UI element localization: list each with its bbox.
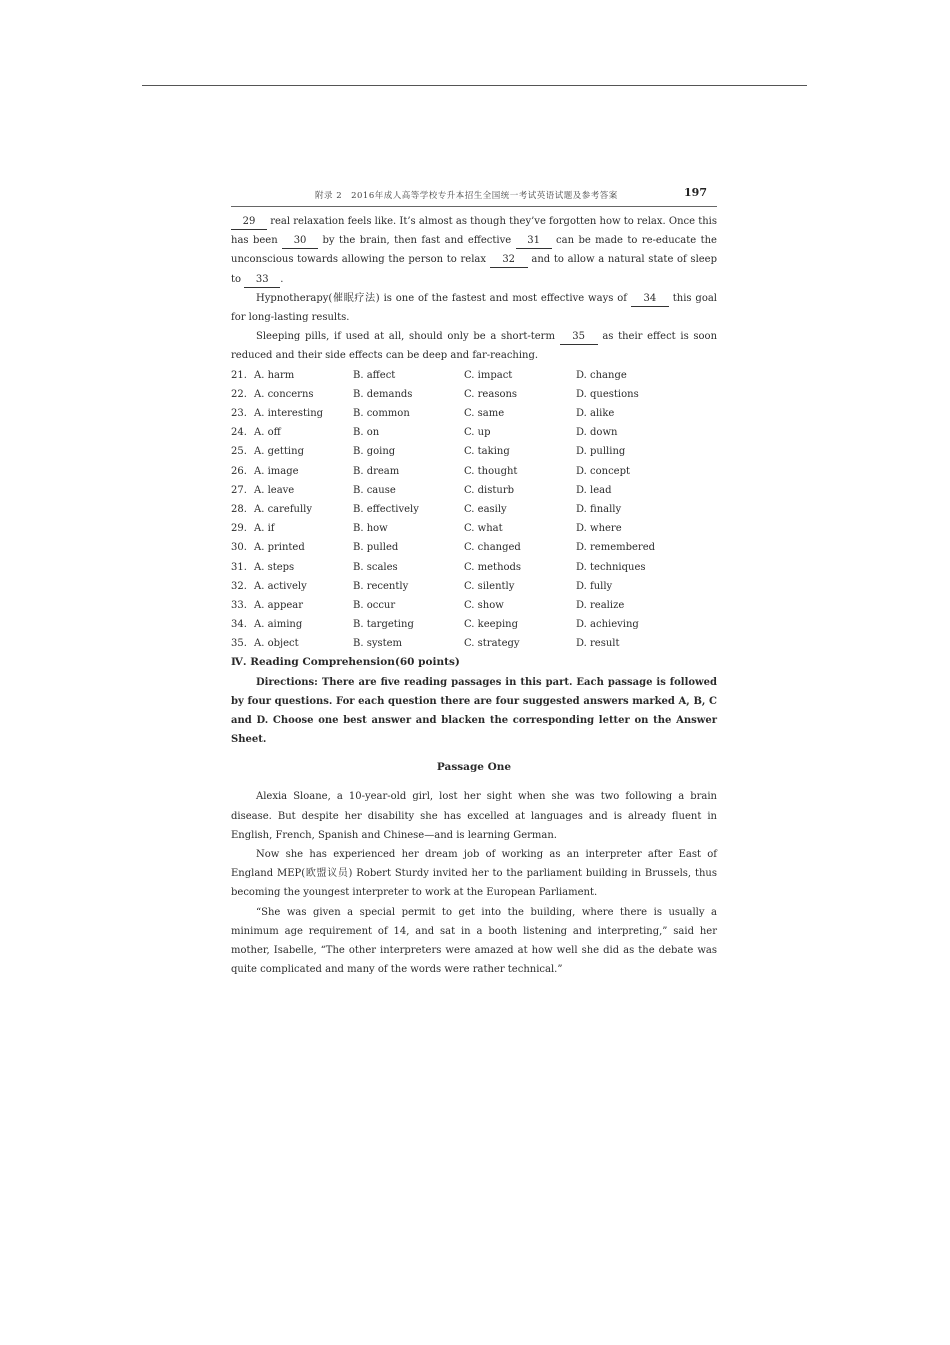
- cloze-text: .: [280, 273, 284, 285]
- option-d: D. finally: [576, 503, 622, 515]
- option-row: [231, 404, 717, 423]
- option-c: C. taking: [464, 446, 510, 458]
- option-a: A. image: [254, 465, 299, 477]
- options-list: [231, 366, 717, 654]
- question-number: 24.: [231, 427, 247, 439]
- section-title: Ⅳ. Reading Comprehension(60 points): [231, 656, 460, 669]
- option-d: D. fully: [576, 580, 613, 592]
- option-row: [231, 519, 717, 538]
- option-a: A. interesting: [254, 408, 324, 419]
- cloze-text: as their effect is soon reduced and their side effects can be deep and far-reaching.: [231, 331, 718, 362]
- option-c: C. methods: [464, 561, 522, 573]
- passage-paragraph: Now she has experienced her dream job of working as an interpreter after East of England MEP(欧盟议员) Robert Sturdy invited her to the parliament building in Brussels, thus becoming the youngest interpreter to work at the European Parliament.: [231, 849, 717, 899]
- option-c: C. what: [464, 523, 503, 535]
- option-b: B. scales: [353, 561, 398, 573]
- option-c: C. disturb: [464, 484, 515, 496]
- question-number: 35.: [231, 638, 247, 650]
- option-b: B. recently: [353, 580, 409, 592]
- cloze-passage: [231, 212, 717, 366]
- option-a: A. off: [254, 427, 281, 439]
- cloze-text: by the brain, then fast and effective: [322, 235, 512, 247]
- option-d: D. remembered: [576, 542, 656, 554]
- option-b: B. affect: [353, 369, 396, 381]
- blank-34: 34: [631, 292, 669, 307]
- option-c: C. silently: [464, 580, 515, 592]
- question-number: 34.: [231, 619, 247, 631]
- question-number: 28.: [231, 503, 247, 515]
- option-a: A. printed: [254, 542, 305, 554]
- option-row: [231, 558, 717, 577]
- option-b: B. targeting: [353, 619, 414, 631]
- option-a: A. carefully: [254, 503, 313, 515]
- option-b: B. demands: [353, 388, 413, 400]
- option-a: A. appear: [254, 599, 304, 611]
- blank-31: 31: [516, 234, 552, 249]
- option-c: C. same: [464, 408, 505, 419]
- option-row: [231, 538, 717, 557]
- option-row: [231, 462, 717, 481]
- cloze-text: and to allow a natural state of sleep to: [231, 254, 718, 285]
- option-row: [231, 596, 717, 615]
- cloze-paragraph-2: [231, 289, 717, 327]
- question-number: 29.: [231, 523, 247, 535]
- option-a: A. if: [254, 523, 275, 535]
- option-c: C. changed: [464, 542, 521, 554]
- option-d: D. pulling: [576, 446, 626, 458]
- option-b: B. dream: [353, 465, 400, 477]
- blank-33: 33: [244, 273, 280, 288]
- option-a: A. concerns: [254, 388, 314, 400]
- top-divider: [142, 85, 807, 86]
- option-row: [231, 577, 717, 596]
- question-number: 25.: [231, 446, 247, 458]
- page-number: 197: [684, 186, 707, 199]
- option-row: [231, 442, 717, 461]
- option-row: [231, 615, 717, 634]
- option-a: A. aiming: [254, 619, 303, 631]
- option-d: D. techniques: [576, 561, 646, 573]
- option-b: B. common: [353, 408, 410, 419]
- option-b: B. cause: [353, 484, 396, 496]
- option-d: D. where: [576, 523, 622, 535]
- option-c: C. show: [464, 599, 504, 611]
- blank-35: 35: [560, 330, 598, 345]
- option-d: D. achieving: [576, 619, 639, 631]
- running-header: [231, 186, 717, 207]
- cloze-text: can be made to re-educate the unconscious towards allowing the person to relax: [231, 235, 717, 266]
- option-a: A. getting: [254, 446, 304, 458]
- passage-title: Passage One: [436, 761, 512, 774]
- question-number: 32.: [231, 580, 247, 592]
- blank-32: 32: [490, 253, 528, 268]
- option-row: [231, 423, 717, 442]
- option-a: A. actively: [254, 580, 307, 592]
- option-c: C. impact: [464, 369, 513, 381]
- option-c: C. up: [464, 427, 491, 439]
- cloze-text: real relaxation feels like. It’s almost as though they’ve forgotten how to relax. Once this has been: [231, 216, 718, 247]
- option-c: C. keeping: [464, 619, 518, 631]
- option-b: B. going: [353, 446, 396, 458]
- question-number: 23.: [231, 408, 247, 419]
- passage-paragraph: “She was given a special permit to get into the building, where there is usually a minimum age requirement of 14, and sat in a booth listening and interpreting,” said her mother, Isabelle, “The other interpreters were amazed at how well she did as the debate was quite complicated and many of the words were rather technical.”: [231, 906, 717, 976]
- exam-page: [231, 186, 717, 979]
- question-number: 22.: [231, 388, 247, 400]
- option-d: D. concept: [576, 465, 631, 477]
- question-number: 21.: [231, 369, 247, 381]
- option-d: D. change: [576, 369, 627, 381]
- option-d: D. realize: [576, 599, 625, 611]
- option-row: [231, 481, 717, 500]
- option-d: D. lead: [576, 484, 612, 496]
- option-row: [231, 385, 717, 404]
- cloze-paragraph-3: [231, 327, 717, 365]
- option-d: D. down: [576, 427, 618, 439]
- cloze-text: Hypnotherapy(催眠疗法) is one of the fastest and most effective ways of: [256, 292, 627, 304]
- cloze-text: Sleeping pills, if used at all, should only be a short-term: [256, 331, 555, 343]
- option-d: D. result: [576, 638, 620, 650]
- passage-paragraph: Alexia Sloane, a 10-year-old girl, lost her sight when she was two following a brain disease. But despite her disability she has excelled at languages and is already fluent in English, French, Spanish and Chinese—and is learning German.: [231, 791, 717, 841]
- cloze-paragraph-1: [231, 212, 717, 289]
- running-title: 附录 2 2016年成人高等学校专升本招生全国统一考试英语试题及参考答案: [315, 191, 618, 201]
- option-c: C. strategy: [464, 638, 520, 650]
- option-a: A. leave: [254, 484, 295, 496]
- option-a: A. steps: [254, 561, 295, 573]
- option-b: B. pulled: [353, 542, 399, 554]
- question-number: 33.: [231, 599, 247, 611]
- option-d: D. questions: [576, 388, 639, 400]
- question-number: 30.: [231, 542, 247, 554]
- option-c: C. reasons: [464, 388, 518, 400]
- blank-29: 29: [231, 215, 267, 230]
- question-number: 26.: [231, 465, 247, 477]
- question-number: 27.: [231, 484, 247, 496]
- option-row: [231, 634, 717, 653]
- directions: Directions: There are five reading passages in this part. Each passage is followed by four questions. For each question there are four suggested answers marked A, B, C and D. Choose one best answer and blacken the corresponding letter on the Answer Sheet.: [231, 676, 717, 746]
- option-c: C. easily: [464, 503, 507, 515]
- option-row: [231, 500, 717, 519]
- option-row: [231, 366, 717, 385]
- option-a: A. harm: [254, 369, 295, 381]
- blank-30: 30: [282, 234, 318, 249]
- passage-one: [231, 787, 717, 979]
- option-b: B. on: [353, 427, 380, 439]
- option-b: B. how: [353, 523, 388, 535]
- option-d: D. alike: [576, 408, 615, 419]
- option-a: A. object: [254, 638, 299, 650]
- cloze-text: this goal for long-lasting results.: [231, 292, 717, 324]
- question-number: 31.: [231, 561, 247, 573]
- option-c: C. thought: [464, 465, 518, 477]
- option-b: B. effectively: [353, 503, 419, 515]
- option-b: B. occur: [353, 599, 396, 611]
- option-b: B. system: [353, 638, 403, 650]
